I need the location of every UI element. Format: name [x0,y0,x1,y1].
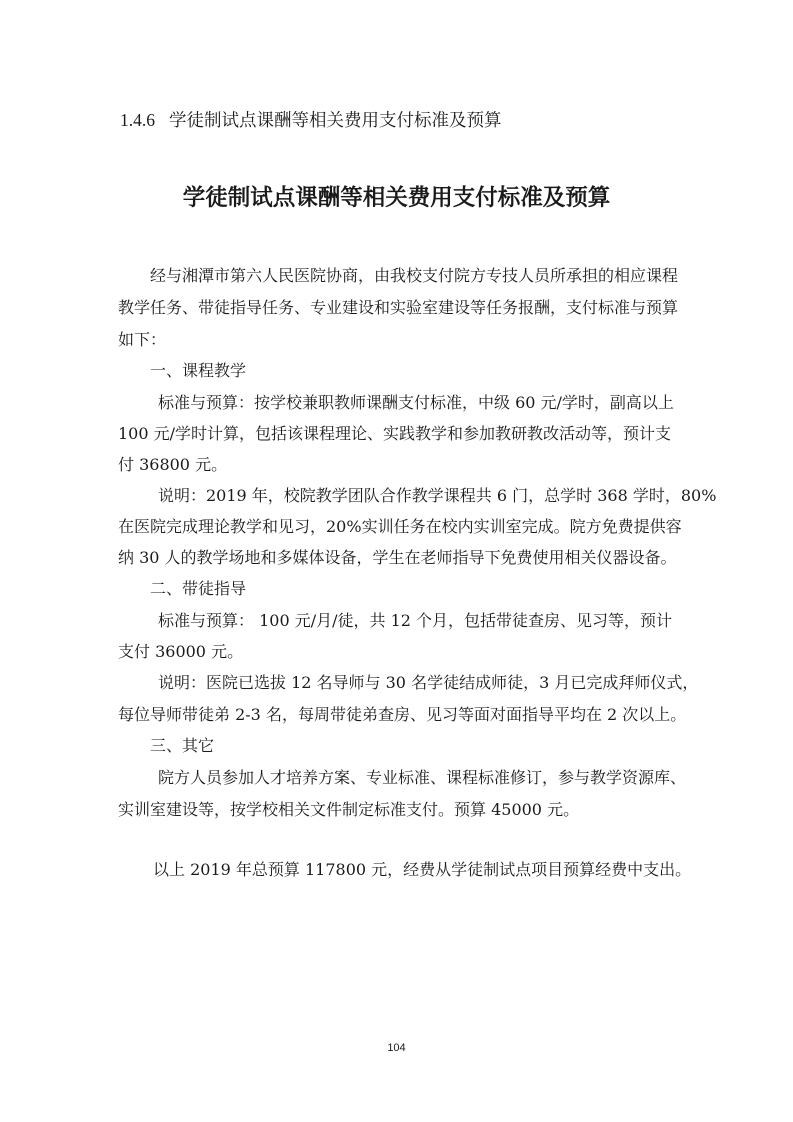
section1-note-line-3: 纳 30 人的教学场地和多媒体设备，学生在老师指导下免费使用相关仪器设备。 [118,548,677,567]
section2-note-line-2: 每位导师带徒弟 2-3 名，每周带徒弟查房、见习等面对面指导平均在 2 次以上。 [118,705,687,724]
section2-standard-line-1: 标准与预算： 100 元/月/徒，共 12 个月，包括带徒查房、见习等，预计 [158,611,673,630]
page-number: 104 [387,1042,406,1054]
section2-standard-line-2: 支付 36000 元。 [118,642,244,661]
section2-heading: 二、带徒指导 [150,579,247,598]
section-number: 1.4.6 [120,110,155,130]
section1-standard-line-1: 标准与预算：按学校兼职教师课酬支付标准，中级 60 元/学时，副高以上 [158,393,674,412]
section3-heading: 三、其它 [150,736,215,755]
intro-line-3: 如下： [118,330,167,349]
section2-note-line-1: 说明：医院已选拔 12 名导师与 30 名学徒结成师徒，3 月已完成拜师仪式， [158,673,699,692]
section3-body-line-1: 院方人员参加人才培养方案、专业标准、课程标准修订，参与教学资源库、 [158,768,687,787]
page-title: 学徒制试点课酬等相关费用支付标准及预算 [182,185,611,211]
intro-line-1: 经与湘潭市第六人民医院协商，由我校支付院方专技人员所承担的相应课程 [150,266,679,285]
section1-note-line-1: 说明：2019 年，校院教学团队合作教学课程共 6 门，总学时 368 学时，80% [158,486,717,505]
section1-heading: 一、课程教学 [150,361,247,380]
section1-note-line-2: 在医院完成理论教学和见习，20%实训任务在校内实训室完成。院方免费提供容 [118,517,682,536]
intro-line-2: 教学任务、带徒指导任务、专业建设和实验室建设等任务报酬，支付标准与预算 [118,298,679,317]
section1-standard-line-2: 100 元/学时计算，包括该课程理论、实践教学和参加教研教改活动等，预计支 [118,424,672,443]
section-heading-text: 学徒制试点课酬等相关费用支付标准及预算 [169,111,502,131]
section1-standard-line-3: 付 36800 元。 [118,455,228,474]
section3-body-line-2: 实训室建设等，按学校相关文件制定标准支付。预算 45000 元。 [118,800,580,819]
summary-line: 以上 2019 年总预算 117800 元，经费从学徒制试点项目预算经费中支出。 [153,860,692,879]
section-heading [120,109,502,132]
